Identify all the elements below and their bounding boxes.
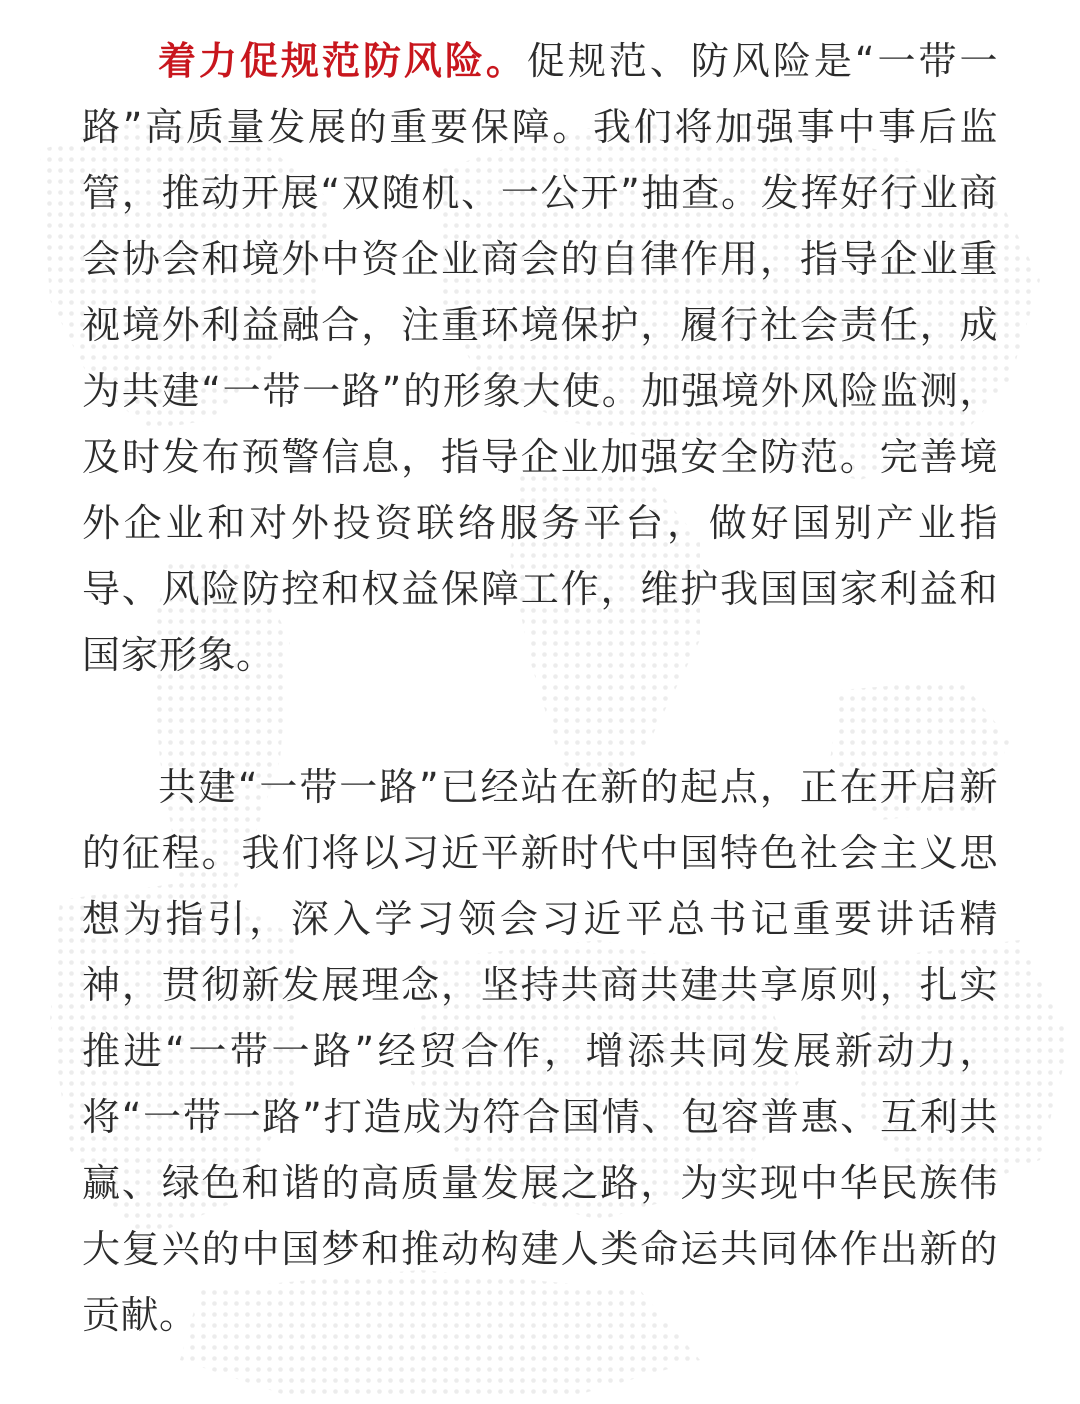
paragraph-text: 共建“一带一路”已经站在新的起点，正在开启新的征程。我们将以习近平新时代中国特色社会主义思想为指引，深入学习领会习近平总书记重要讲话精神，贯彻新发展理念，坚持共商共建共享原则，扎实推进“一带一路”经贸合作，增添共同发展新动力，将“一带一路”打造成为符合国情、包容普惠、互利共赢、绿色和谐的高质量发展之路，为实现中华民族伟大复兴的中国梦和推动构建人类命运共同体作出新的贡献。 [82,765,998,1337]
paragraph-lead-heading: 着力促规范防风险。 [158,39,527,83]
paragraph-text: 促规范、防风险是“一带一路”高质量发展的重要保障。我们将加强事中事后监管，推动开展“双随机、一公开”抽查。发挥好行业商会协会和境外中资企业商会的自律作用，指导企业重视境外利益融合，注重环境保护，履行社会责任，成为共建“一带一路”的形象大使。加强境外风险监测，及时发布预警信息，指导企业加强安全防范。完善境外企业和对外投资联络服务平台，做好国别产业指导、风险防控和权益保障工作，维护我国国家利益和国家形象。 [82,39,998,677]
paragraph-new-journey [82,754,998,1348]
article-body [82,28,998,1348]
paragraph-risk-prevention [82,28,998,688]
